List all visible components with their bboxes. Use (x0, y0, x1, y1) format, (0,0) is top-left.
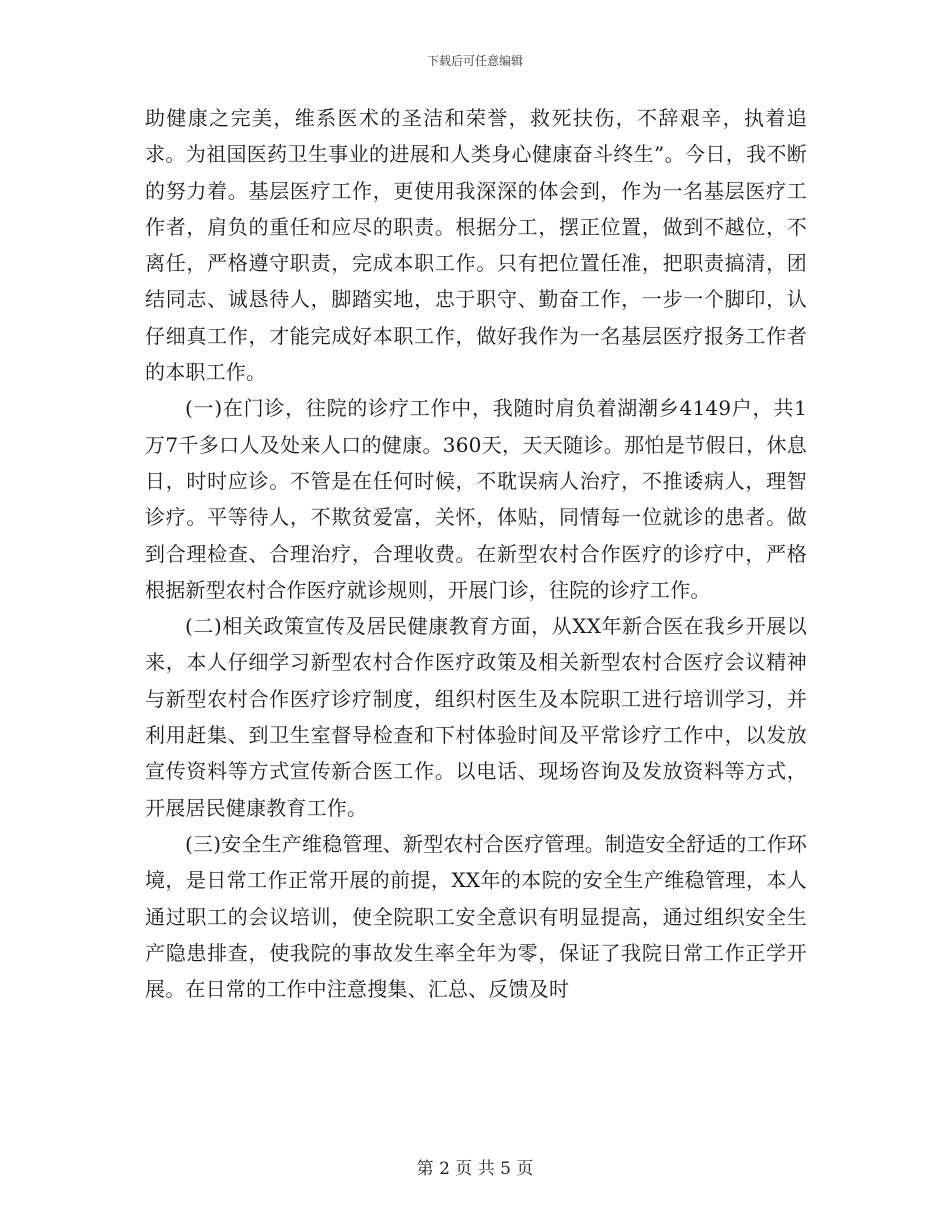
paragraph-outpatient: (一)在门诊，往院的诊疗工作中，我随时肩负着湖潮乡4149户，共1万7千多口人及处来人口的健康。360天，天天随诊。那怕是节假日，休息日，时时应诊。不管是在任何时候，不耽误病人治疗，不推诿病人，理智诊疗。平等待人，不欺贫爱富，关怀，体贴，同情每一位就诊的患者。做到合理检查、合理治疗，合理收费。在新型农村合作医疗的诊疗中，严格根据新型农村合作医疗就诊规则，开展门诊，往院的诊疗工作。 (145, 396, 807, 602)
page-number: 第 2 页 共 5 页 (416, 1159, 534, 1179)
paragraph-continuation: 助健康之完美，维系医术的圣洁和荣誉，救死扶伤，不辞艰辛，执着追求。为祖国医药卫生事业的进展和人类身心健康奋斗终生”。今日，我不断的努力着。基层医疗工作，更使用我深深的体会到，作为一名基层医疗工作者，肩负的重任和应尽的职责。根据分工，摆正位置，做到不越位，不离任，严格遵守职责，完成本职工作。只有把位置任准，把职责搞清，团结同志、诚恳待人，脚踏实地，忠于职守、勤奋工作，一步一个脚印，认仔细真工作，才能完成好本职工作，做好我作为一名基层医疗报务工作者的本职工作。 (145, 106, 807, 385)
paragraph-policy-education: (二)相关政策宣传及居民健康教育方面，从XX年新合医在我乡开展以来，本人仔细学习新型农村合作医疗政策及相关新型农村合医疗会议精神与新型农村合作医疗诊疗制度，组织村医生及本院职工进行培训学习，并利用赶集、到卫生室督导检查和下村体验时间及平常诊疗工作中，以发放宣传资料等方式宣传新合医工作。以电话、现场咨询及发放资料等方式，开展居民健康教育工作。 (145, 614, 807, 820)
document-body (145, 100, 807, 1007)
paragraph-safety-management: (三)安全生产维稳管理、新型农村合医疗管理。制造安全舒适的工作环境，是日常工作正常开展的前提，XX年的本院的安全生产维稳管理，本人通过职工的会议培训，使全院职工安全意识有明显提高，通过组织安全生产隐患排查，使我院的事故发生率全年为零，保证了我院日常工作正学开展。在日常的工作中注意搜集、汇总、反馈及时 (145, 831, 808, 1002)
page-header-note: 下载后可任意编辑 (426, 54, 523, 68)
